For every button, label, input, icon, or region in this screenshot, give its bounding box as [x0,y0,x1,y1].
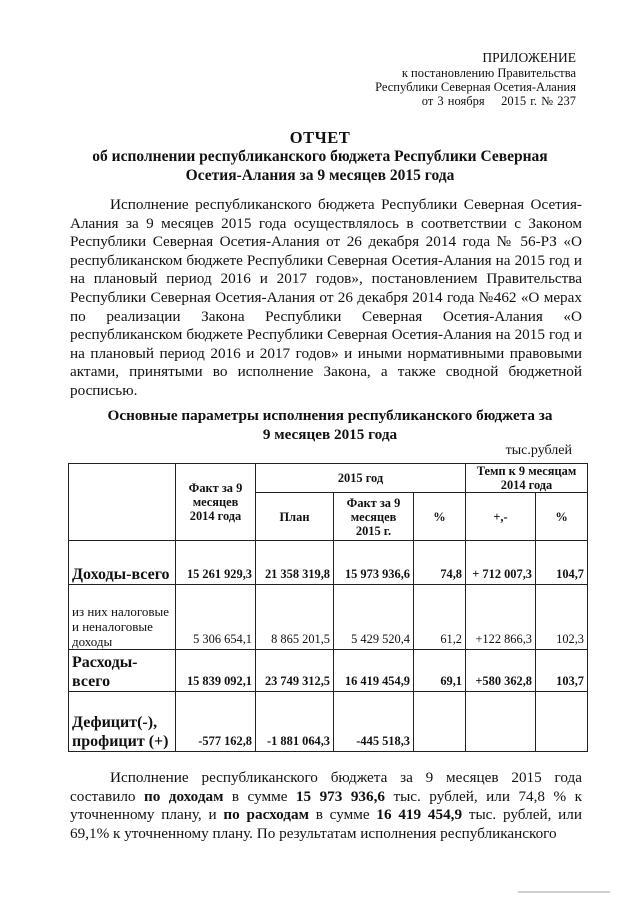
row-label: Дефицит(-), профицит (+) [69,692,176,752]
intro-paragraph-block [70,196,582,401]
table-title-line-2: 9 месяцев 2015 года [262,426,398,443]
closing-bold-expenses: по расходам [223,806,309,824]
header-year-2015: 2015 год [256,464,466,493]
closing-bold-revenue: по доходам [143,787,224,805]
title-main: ОТЧЕТ [289,128,351,147]
cell-delta: + 712 007,3 [466,541,536,585]
header-temp: Темп к 9 месяцам 2014 года [466,464,588,493]
cell-plan: -1 881 064,3 [256,692,334,752]
table-row [69,692,588,752]
closing-text-4: в сумме [308,806,377,824]
cell-fact-2015: 15 973 936,6 [334,541,414,585]
appendix-date: от 3 ноября 2015 г. № 237 [421,94,576,108]
cell-percent-2: 102,3 [536,585,588,650]
cell-fact-2014: 15 261 929,3 [176,541,256,585]
table-title-line-1: Основные параметры исполнения республиканского бюджета за [107,407,553,424]
cell-fact-2014: -577 162,8 [176,692,256,752]
cell-fact-2015: 16 419 454,9 [334,650,414,692]
intro-paragraph: Исполнение республиканского бюджета Республики Северная Осетия-Алания за 9 месяцев 2015 года осуществлялось в соответствии с Законом Республики Северная Осетия-Алания от 26 декабря 2014 года № 56-РЗ «О республиканском бюджете Республики Северная Осетия-Алания на 2015 год и на плановый период 2016 и 2017 годов», постановлением Правительства Республики Северная Осетия-Алания от 26 декабря 2014 года №462 «О мерах по реализации Закона Республики Северная Осетия-Алания «О республиканском бюджете Республики Северная Осетия-Алания на 2015 год и на плановый период 2016 и 2017 годов» и иными нормативными правовыми актами, принятыми во исполнение Закона, а также сводной бюджетной росписью. [70,196,582,399]
cell-percent-2 [536,692,588,752]
appendix-heading: ПРИЛОЖЕНИЕ [482,50,576,65]
appendix-line-2: Республики Северная Осетия-Алания [375,80,576,94]
header-percent: % [414,493,466,541]
closing-text-2: в сумме [223,787,296,805]
closing-bold-expenses-sum: 16 419 454,9 [376,806,463,824]
table-title [90,406,570,444]
report-title [60,128,580,185]
cell-percent: 61,2 [414,585,466,650]
cell-percent: 74,8 [414,541,466,585]
header-empty-cell [69,464,176,541]
cell-percent [414,692,466,752]
closing-text-3: тыс. рублей, или 74,8 % к уточненному плану, и [70,787,582,824]
closing-text-1: Исполнение республиканского бюджета за 9 месяцев 2015 года составило [70,769,582,805]
table-row [69,585,588,650]
appendix-block [375,50,576,108]
table-header-row [69,464,588,493]
cell-fact-2014: 15 839 092,1 [176,650,256,692]
header-percent-2: % [536,493,588,541]
parameters-table [68,463,588,752]
cell-delta [466,692,536,752]
row-label: Доходы-всего [69,541,176,585]
header-plan: План [256,493,334,541]
cell-delta: +122 866,3 [466,585,536,650]
row-label: из них налоговые и неналоговые доходы [69,585,176,650]
header-delta: +,- [466,493,536,541]
closing-paragraph [70,769,582,843]
row-label: Расходы-всего [69,650,176,692]
cell-fact-2014: 5 306 654,1 [176,585,256,650]
cell-plan: 21 358 319,8 [256,541,334,585]
cell-fact-2015: 5 429 520,4 [334,585,414,650]
header-fact-2014: Факт за 9 месяцев 2014 года [176,464,256,541]
closing-text-5: тыс. рублей, или 69,1% к уточненному плану. По результатам исполнения республиканского [70,806,583,842]
cell-percent-2: 103,7 [536,650,588,692]
closing-paragraph-block [70,769,582,843]
cell-plan: 23 749 312,5 [256,650,334,692]
cell-fact-2015: -445 518,3 [334,692,414,752]
title-line-2: Осетия-Алания за 9 месяцев 2015 года [185,167,455,184]
appendix-line-1: к постановлению Правительства [401,66,576,80]
scan-mark [518,891,610,893]
cell-percent: 69,1 [414,650,466,692]
unit-label: тыс.рублей [505,443,572,458]
cell-plan: 8 865 201,5 [256,585,334,650]
title-line-1: об исполнении республиканского бюджета Республики Северная [92,148,548,165]
cell-percent-2: 104,7 [536,541,588,585]
table-row [69,541,588,585]
header-fact-2015: Факт за 9 месяцев 2015 г. [334,493,414,541]
cell-delta: +580 362,8 [466,650,536,692]
closing-bold-revenue-sum: 15 973 936,6 [295,787,385,805]
table-row [69,650,588,692]
